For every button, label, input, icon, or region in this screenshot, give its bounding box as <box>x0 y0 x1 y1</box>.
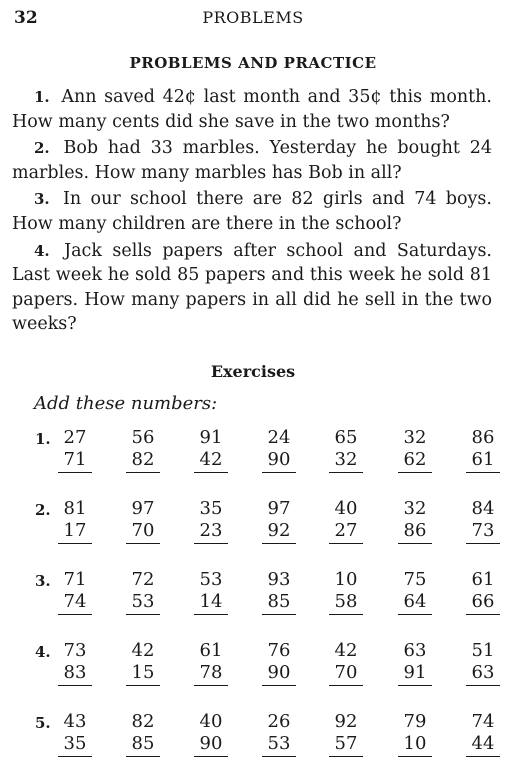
addend-top: 43 <box>63 711 87 732</box>
addend-top: 73 <box>63 640 87 661</box>
exercise-row <box>0 498 506 548</box>
addition-problem <box>58 427 92 473</box>
addition-problem <box>398 498 432 544</box>
addend-top: 97 <box>131 498 155 519</box>
addend-bottom: 14 <box>194 591 228 615</box>
addend-top: 56 <box>131 427 155 448</box>
addition-problem <box>466 498 500 544</box>
addend-bottom: 10 <box>398 733 432 757</box>
addend-top: 53 <box>199 569 223 590</box>
word-problem <box>12 136 492 185</box>
word-problem <box>12 85 492 134</box>
addition-problem <box>262 640 296 686</box>
addition-problem <box>466 427 500 473</box>
addition-problem <box>398 427 432 473</box>
addend-top: 82 <box>131 711 155 732</box>
addend-bottom: 15 <box>126 662 160 686</box>
addend-bottom: 73 <box>466 520 500 544</box>
addition-problem <box>466 640 500 686</box>
addition-problem <box>466 711 500 757</box>
exercise-row <box>0 640 506 690</box>
addend-top: 61 <box>199 640 223 661</box>
addition-problem <box>262 569 296 615</box>
addition-problem <box>194 640 228 686</box>
addition-problem <box>329 711 363 757</box>
addition-problem <box>58 711 92 757</box>
problem-number: 4. <box>34 241 50 260</box>
addend-bottom: 92 <box>262 520 296 544</box>
addend-bottom: 85 <box>126 733 160 757</box>
problem-text: Ann saved 42¢ last month and 35¢ this month. How many cents did she save in the two months? <box>12 87 492 132</box>
addition-problem <box>194 427 228 473</box>
addition-problem <box>329 569 363 615</box>
addend-bottom: 90 <box>262 662 296 686</box>
addend-top: 40 <box>199 711 223 732</box>
running-head <box>14 8 492 32</box>
exercise-row-label: 5. <box>35 714 51 732</box>
exercise-row <box>0 711 506 761</box>
addend-top: 65 <box>334 427 358 448</box>
addend-top: 40 <box>334 498 358 519</box>
addend-bottom: 85 <box>262 591 296 615</box>
addition-problem <box>126 711 160 757</box>
addition-problem <box>262 427 296 473</box>
addend-bottom: 61 <box>466 449 500 473</box>
addend-top: 27 <box>63 427 87 448</box>
addition-problem <box>126 427 160 473</box>
addend-bottom: 74 <box>58 591 92 615</box>
addition-problem <box>329 427 363 473</box>
addend-top: 84 <box>471 498 495 519</box>
word-problems <box>12 85 492 339</box>
running-title: PROBLEMS <box>202 8 304 27</box>
addition-problem <box>398 711 432 757</box>
addend-bottom: 86 <box>398 520 432 544</box>
addend-bottom: 17 <box>58 520 92 544</box>
addition-problem <box>126 569 160 615</box>
addition-problem <box>58 498 92 544</box>
addend-bottom: 23 <box>194 520 228 544</box>
addend-top: 51 <box>471 640 495 661</box>
addend-top: 24 <box>267 427 291 448</box>
addend-bottom: 27 <box>329 520 363 544</box>
addition-problem <box>329 640 363 686</box>
exercise-row-label: 1. <box>35 430 51 448</box>
addend-bottom: 66 <box>466 591 500 615</box>
word-problem <box>12 239 492 337</box>
problem-number: 3. <box>34 190 50 209</box>
exercise-instruction: Add these numbers: <box>34 393 218 414</box>
addend-top: 32 <box>403 427 427 448</box>
addend-bottom: 53 <box>126 591 160 615</box>
addend-bottom: 70 <box>126 520 160 544</box>
addend-bottom: 91 <box>398 662 432 686</box>
addition-problem <box>126 640 160 686</box>
addition-problem <box>466 569 500 615</box>
addend-top: 72 <box>131 569 155 590</box>
addend-top: 86 <box>471 427 495 448</box>
addition-problem <box>262 498 296 544</box>
addend-bottom: 90 <box>194 733 228 757</box>
exercise-row-label: 2. <box>35 501 51 519</box>
addend-top: 76 <box>267 640 291 661</box>
addend-bottom: 70 <box>329 662 363 686</box>
addend-bottom: 44 <box>466 733 500 757</box>
addition-problem <box>329 498 363 544</box>
addition-problem <box>194 569 228 615</box>
addend-bottom: 78 <box>194 662 228 686</box>
addend-top: 32 <box>403 498 427 519</box>
section-title: PROBLEMS AND PRACTICE <box>129 54 377 72</box>
addend-top: 35 <box>199 498 223 519</box>
addend-top: 93 <box>267 569 291 590</box>
addend-bottom: 63 <box>466 662 500 686</box>
addend-top: 74 <box>471 711 495 732</box>
addend-top: 92 <box>334 711 358 732</box>
addend-bottom: 58 <box>329 591 363 615</box>
addend-top: 42 <box>131 640 155 661</box>
addend-top: 97 <box>267 498 291 519</box>
addition-problem <box>58 569 92 615</box>
addition-problem <box>194 711 228 757</box>
exercise-row <box>0 569 506 619</box>
addend-bottom: 32 <box>329 449 363 473</box>
addend-top: 10 <box>334 569 358 590</box>
problem-text: In our school there are 82 girls and 74 boys. How many children are there in the school? <box>12 189 492 234</box>
addend-top: 75 <box>403 569 427 590</box>
addend-top: 61 <box>471 569 495 590</box>
addend-bottom: 35 <box>58 733 92 757</box>
addition-problem <box>194 498 228 544</box>
addition-problem <box>262 711 296 757</box>
problem-number: 2. <box>34 139 50 158</box>
addend-top: 91 <box>199 427 223 448</box>
addend-bottom: 71 <box>58 449 92 473</box>
addend-bottom: 64 <box>398 591 432 615</box>
addend-bottom: 82 <box>126 449 160 473</box>
problem-text: Jack sells papers after school and Saturdays. Last week he sold 85 papers and this week he sold 81 papers. How many papers in all did he sell in the two weeks? <box>12 240 492 335</box>
addition-problem <box>58 640 92 686</box>
addend-bottom: 90 <box>262 449 296 473</box>
addend-bottom: 62 <box>398 449 432 473</box>
addend-top: 26 <box>267 711 291 732</box>
addition-problem <box>398 569 432 615</box>
problem-number: 1. <box>34 88 50 106</box>
addend-bottom: 83 <box>58 662 92 686</box>
addend-bottom: 53 <box>262 733 296 757</box>
addition-problem <box>398 640 432 686</box>
page-number: 32 <box>14 8 38 28</box>
addend-top: 42 <box>334 640 358 661</box>
problem-text: Bob had 33 marbles. Yesterday he bought 24 marbles. How many marbles has Bob in all? <box>12 138 492 183</box>
addend-top: 63 <box>403 640 427 661</box>
addend-top: 79 <box>403 711 427 732</box>
exercise-row-label: 4. <box>35 643 51 661</box>
exercise-row-label: 3. <box>35 572 51 590</box>
addend-top: 81 <box>63 498 87 519</box>
exercise-row <box>0 427 506 477</box>
word-problem <box>12 187 492 236</box>
addend-top: 71 <box>63 569 87 590</box>
addend-bottom: 42 <box>194 449 228 473</box>
addend-bottom: 57 <box>329 733 363 757</box>
exercises-title: Exercises <box>210 362 296 381</box>
addition-problem <box>126 498 160 544</box>
